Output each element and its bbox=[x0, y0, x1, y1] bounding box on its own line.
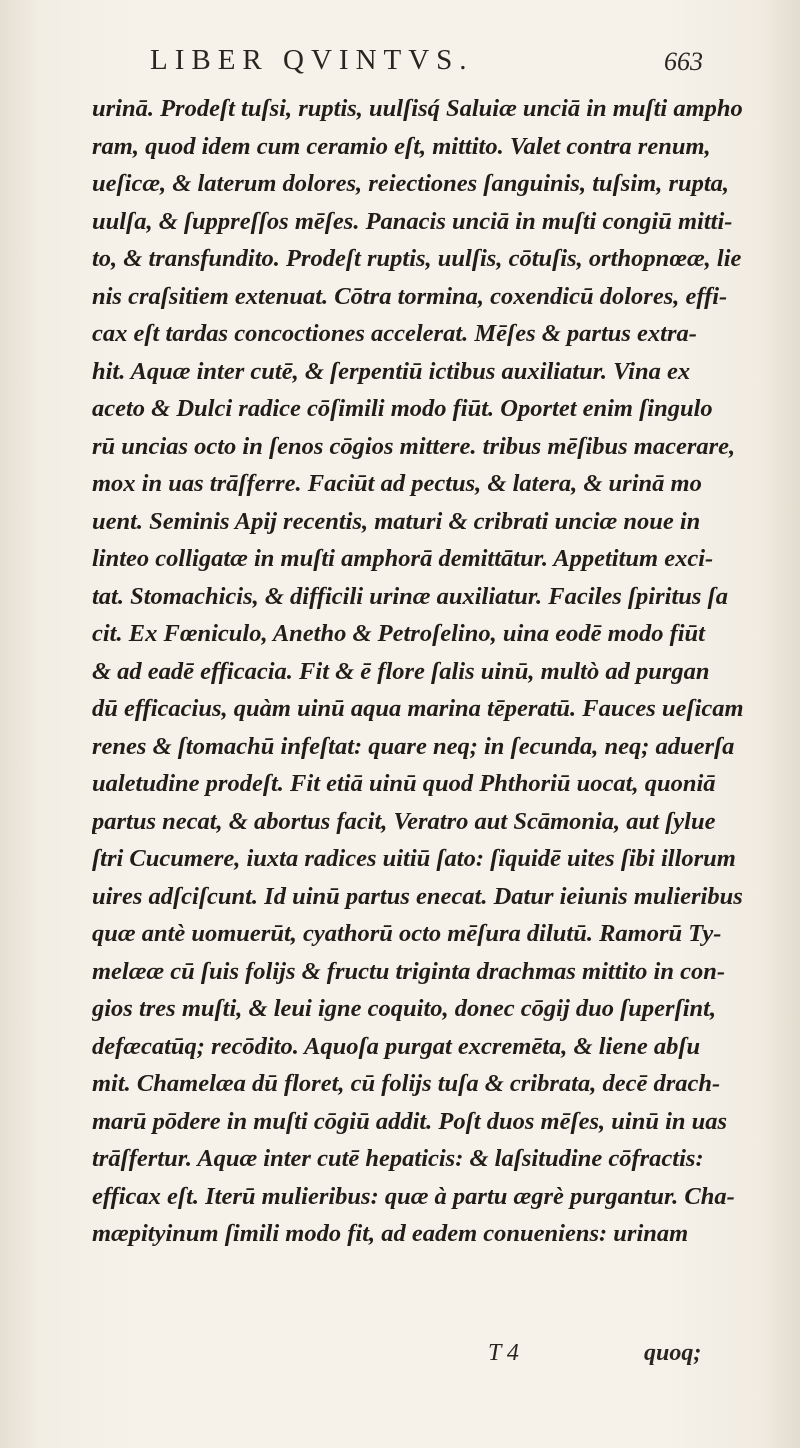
text-line: trāſfertur. Aquæ inter cutē hepaticis: & laſsitudine cōfractis: bbox=[92, 1145, 704, 1172]
page-number: 663 bbox=[664, 47, 703, 76]
text-line: nis craſsitiem extenuat. Cōtra tormina, coxendicū dolores, effi- bbox=[92, 282, 728, 310]
text-line: efficax eſt. Iterū mulieribus: quæ à partu ægrè purgantur. Cha- bbox=[92, 1182, 735, 1210]
text-line: dū efficacius, quàm uinū aqua marina tēperatū. Fauces ueſicam bbox=[92, 695, 744, 722]
text-line: aceto & Dulci radice cōſimili modo fiūt. Oportet enim ſingulo bbox=[92, 395, 713, 422]
text-line: mit. Chamelæa dū floret, cū folijs tuſa & cribrata, decē drach- bbox=[92, 1070, 721, 1097]
text-line: mox in uas trāſferre. Faciūt ad pectus, & latera, & urinā mo bbox=[92, 470, 702, 497]
text-line: & ad eadē efficacia. Fit & ē flore ſalis uinū, multò ad purgan bbox=[92, 657, 710, 685]
text-line: gios tres muſti, & leui igne coquito, donec cōgij duo ſuperſint, bbox=[92, 995, 717, 1022]
text-line: mæpityinum ſimili modo fit, ad eadem conueniens: urinam bbox=[92, 1220, 689, 1247]
text-line: uires adſciſcunt. Id uinū partus enecat. Datur ieiunis mulieribus bbox=[92, 882, 743, 910]
signature-mark: T 4 bbox=[488, 1340, 519, 1366]
text-line: uent. Seminis Apij recentis, maturi & cribrati unciæ noue in bbox=[92, 507, 701, 535]
text-line: melææ cū ſuis folijs & fructu triginta drachmas mittito in con- bbox=[92, 957, 725, 985]
text-line: defæcatūq; recōdito. Aquoſa purgat excremēta, & liene abſu bbox=[92, 1032, 701, 1060]
text-line: uulſa, & ſuppreſſos mēſes. Panacis unciā in muſti congiū mitti- bbox=[92, 207, 733, 235]
text-line: ueſicæ, & laterum dolores, reiectiones ſanguinis, tuſsim, rupta, bbox=[92, 170, 730, 197]
text-line: hit. Aquæ inter cutē, & ſerpentiū ictibus auxiliatur. Vina ex bbox=[92, 357, 691, 385]
catchword: quoq; bbox=[644, 1340, 702, 1366]
page-header bbox=[0, 44, 800, 84]
text-line: ualetudine prodeſt. Fit etiā uinū quod Phthoriū uocat, quoniā bbox=[92, 770, 716, 797]
text-line: ſtri Cucumere, iuxta radices uitiū ſato: ſiquidē uites ſibi illorum bbox=[92, 845, 736, 872]
text-line: partus necat, & abortus facit, Veratro aut Scāmonia, aut ſylue bbox=[92, 807, 716, 835]
text-line: ram, quod idem cum ceramio eſt, mittito. Valet contra renum, bbox=[92, 132, 711, 160]
text-line: urinā. Prodeſt tuſsi, ruptis, uulſisq́ Saluiæ unciā in muſti ampho bbox=[92, 95, 743, 122]
text-line: cit. Ex Fœniculo, Anetho & Petroſelino, uina eodē modo fiūt bbox=[92, 620, 705, 647]
page-footer bbox=[0, 1340, 800, 1380]
running-title: LIBER QVINTVS. bbox=[150, 44, 474, 76]
text-line: to, & transfundito. Prodeſt ruptis, uulſis, cōtuſis, orthopnœæ, lie bbox=[92, 245, 742, 272]
left-margin-shadow bbox=[0, 0, 40, 1448]
text-line: quæ antè uomuerūt, cyathorū octo mēſura dilutū. Ramorū Ty- bbox=[92, 920, 722, 947]
text-line: tat. Stomachicis, & difficili urinæ auxiliatur. Faciles ſpiritus ſa bbox=[92, 582, 728, 610]
text-line: rū uncias octo in ſenos cōgios mittere. tribus mēſibus macerare, bbox=[92, 432, 736, 460]
body-text bbox=[92, 90, 752, 1253]
text-line: renes & ſtomachū infeſtat: quare neq; in ſecunda, neq; aduerſa bbox=[92, 732, 735, 760]
text-line: marū pōdere in muſti cōgiū addit. Poſt duos mēſes, uinū in uas bbox=[92, 1107, 728, 1135]
text-line: cax eſt tardas concoctiones accelerat. Mēſes & partus extra- bbox=[92, 320, 697, 347]
right-margin-shadow bbox=[760, 0, 800, 1448]
text-line: linteo colligatæ in muſti amphorā demittātur. Appetitum exci- bbox=[92, 545, 714, 572]
